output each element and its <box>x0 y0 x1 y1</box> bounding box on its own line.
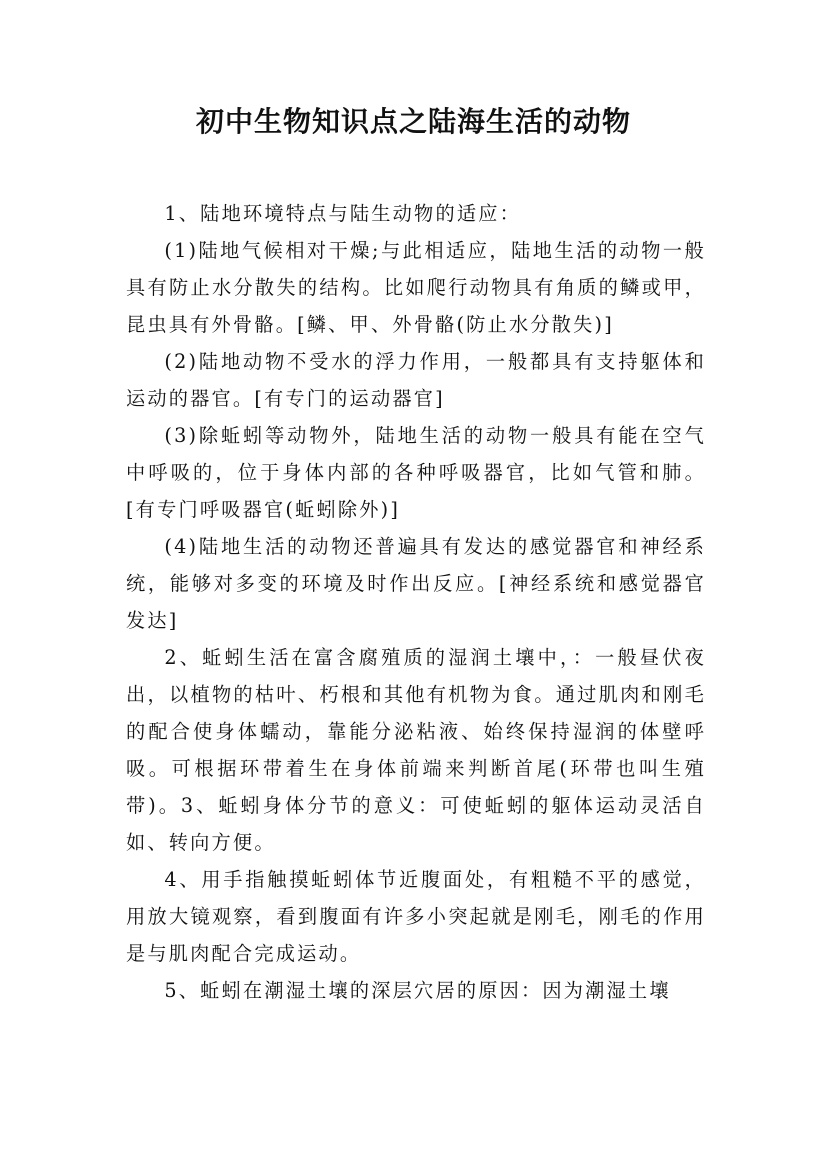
document-body <box>126 195 706 1009</box>
paragraph-5: (4)陆地生活的动物还普遍具有发达的感觉器官和神经系统，能够对多变的环境及时作出反应。[神经系统和感觉器官发达] <box>126 535 706 632</box>
paragraph-6: 2、蚯蚓生活在富含腐殖质的湿润土壤中，：一般昼伏夜出，以植物的枯叶、朽根和其他有机物为食。通过肌肉和刚毛的配合使身体蠕动，靠能分泌粘液、始终保持湿润的体壁呼吸。可根据环带着生在身体前端来判断首尾(环带也叫生殖带)。3、蚯蚓身体分节的意义：可使蚯蚓的躯体运动灵活自如、转向方便。 <box>126 646 706 854</box>
paragraph-3: (2)陆地动物不受水的浮力作用，一般都具有支持躯体和运动的器官。[有专门的运动器官] <box>126 350 706 410</box>
paragraph-8: 5、蚯蚓在潮湿土壤的深层穴居的原因：因为潮湿土壤 <box>164 979 671 1002</box>
document-title: 初中生物知识点之陆海生活的动物 <box>195 105 631 138</box>
paragraph-7: 4、用手指触摸蚯蚓体节近腹面处，有粗糙不平的感觉，用放大镜观察，看到腹面有许多小突起就是刚毛，刚毛的作用是与肌肉配合完成运动。 <box>126 868 706 965</box>
paragraph-4: (3)除蚯蚓等动物外，陆地生活的动物一般具有能在空气中呼吸的，位于身体内部的各种呼吸器官，比如气管和肺。[有专门呼吸器官(蚯蚓除外)] <box>126 424 706 521</box>
paragraph-2: (1)陆地气候相对干燥;与此相适应，陆地生活的动物一般具有防止水分散失的结构。比如爬行动物具有角质的鳞或甲，昆虫具有外骨骼。[鳞、甲、外骨骼(防止水分散失)] <box>126 239 706 336</box>
paragraph-1: 1、陆地环境特点与陆生动物的适应： <box>164 202 521 225</box>
